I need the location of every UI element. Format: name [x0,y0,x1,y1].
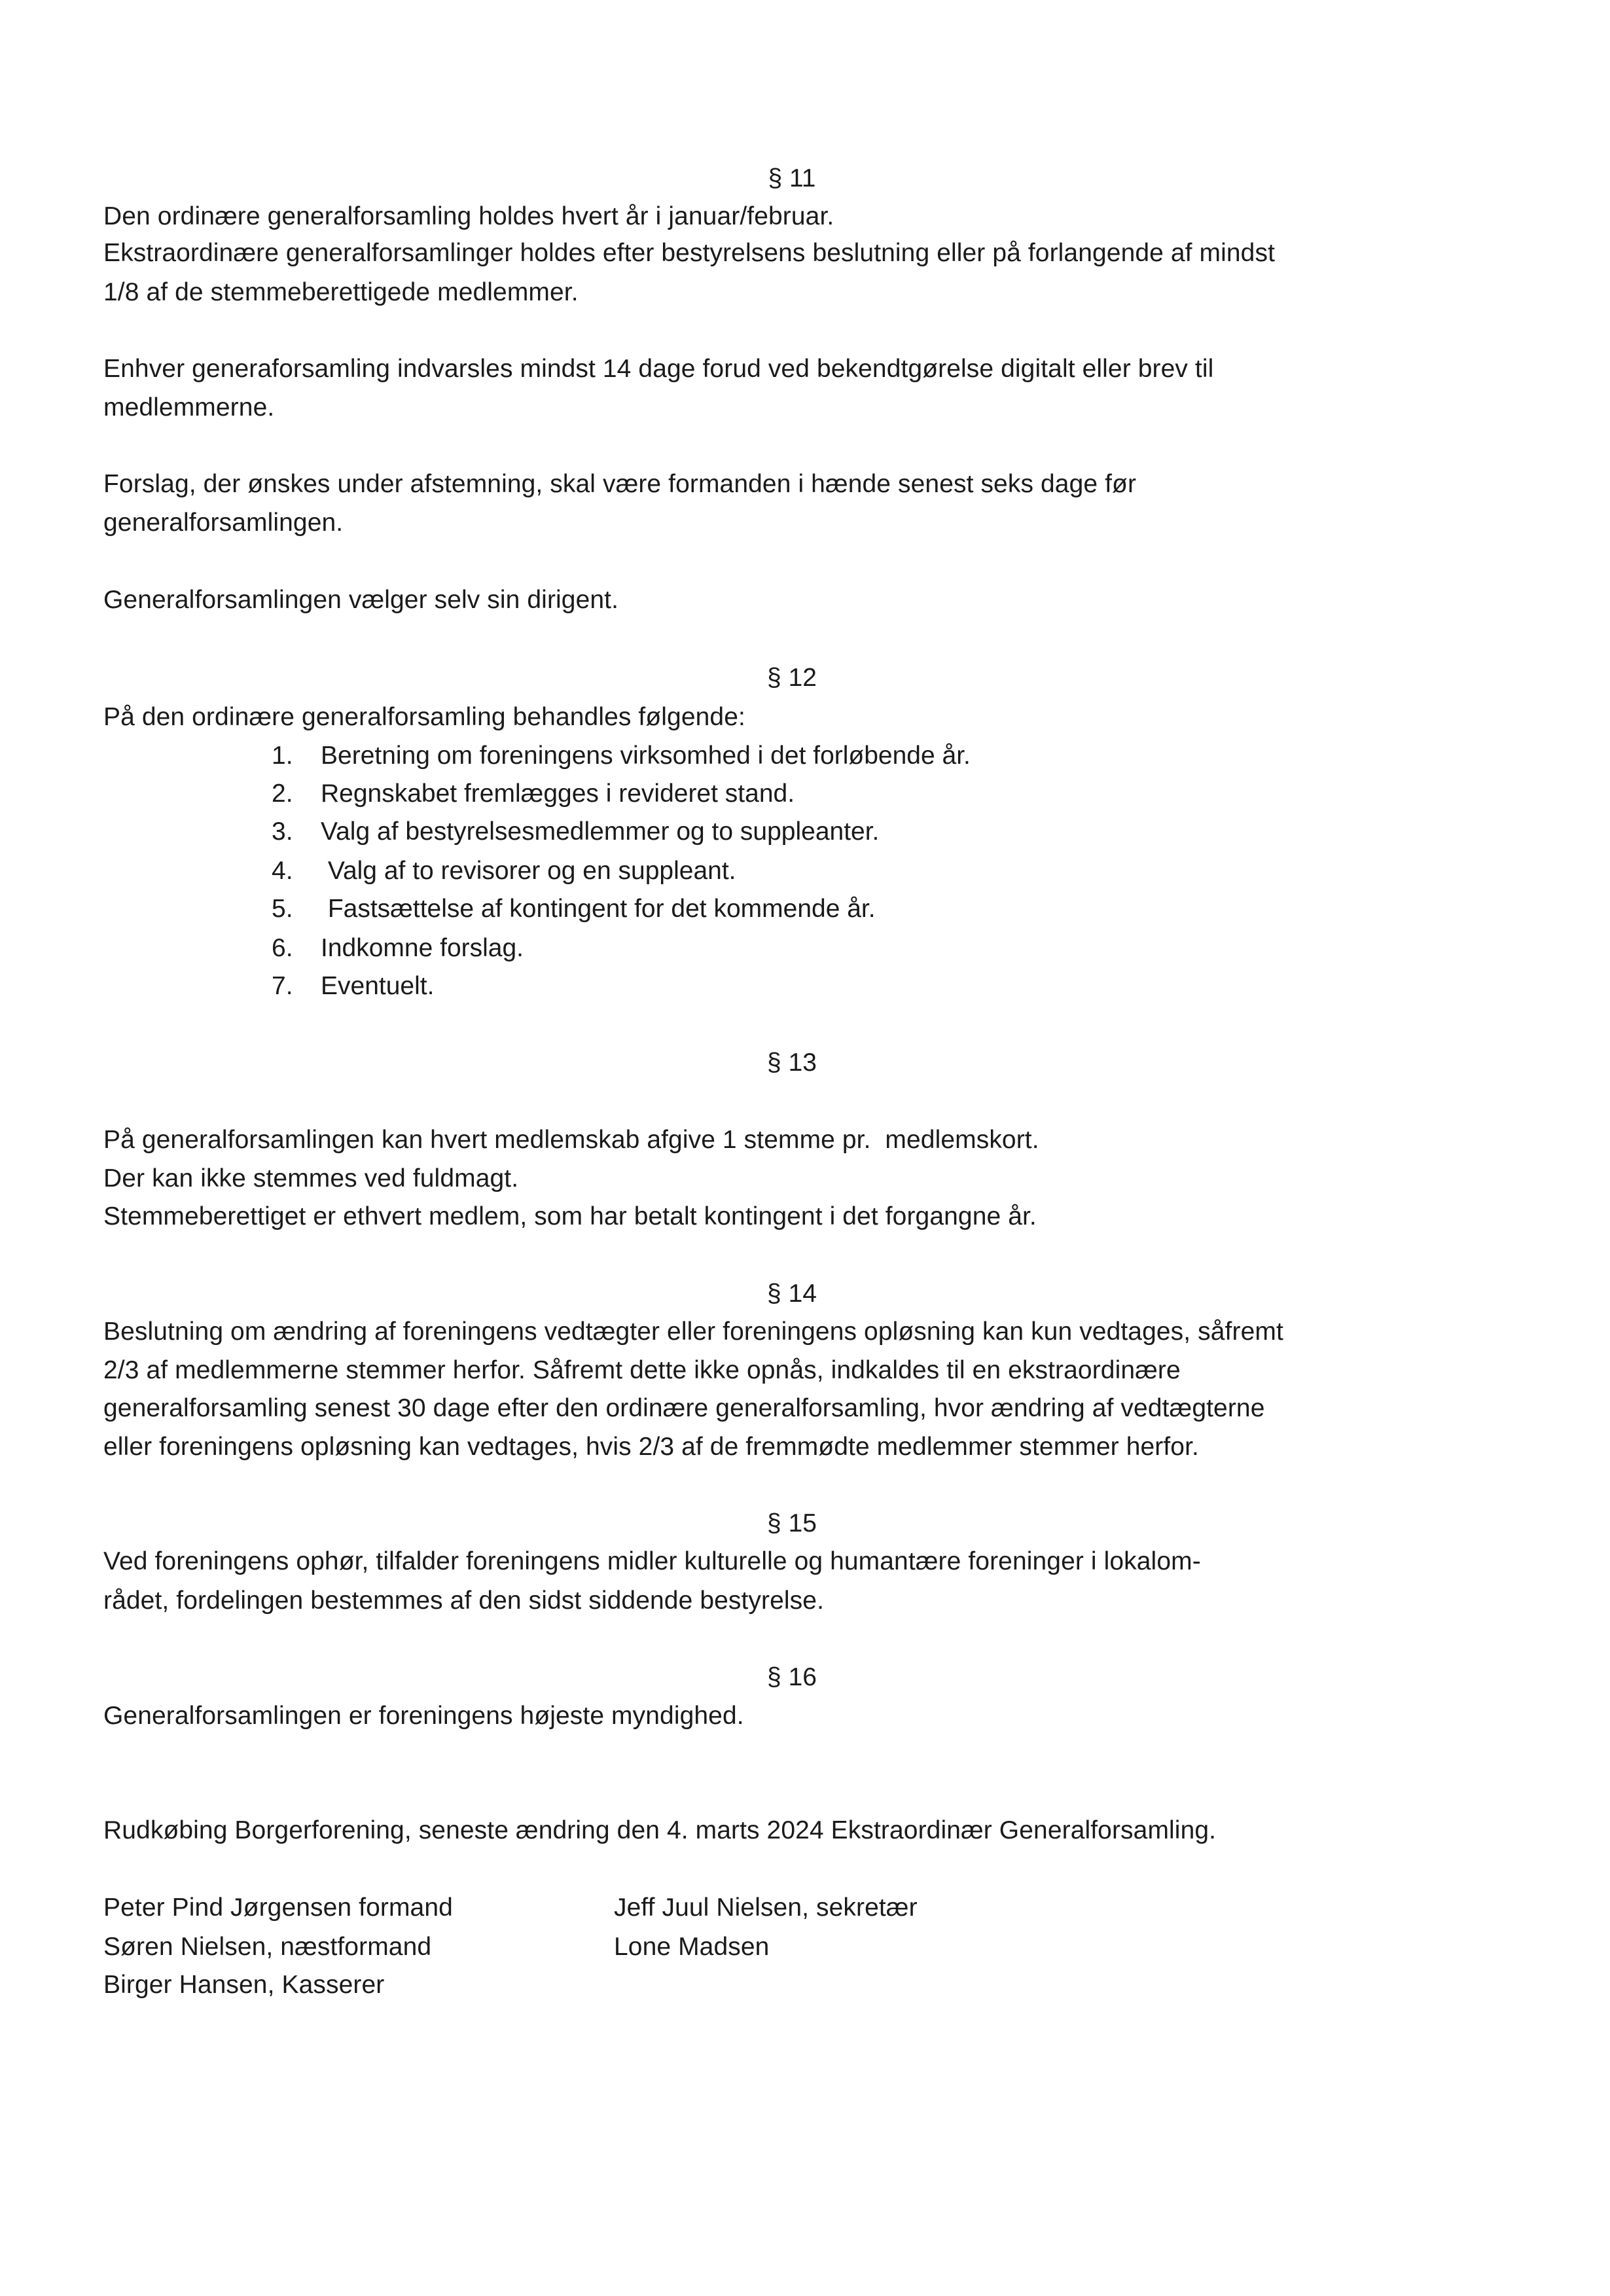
list-number: 4. [272,857,293,885]
signatory-name: Lone Madsen [614,1933,770,1961]
agenda-list-item [272,775,795,813]
section-15-text: rådet, fordelingen bestemmes af den sidst siddende bestyrelse. [103,1587,824,1615]
section-11-text: medlemmerne. [103,393,275,422]
section-11-text: Generalforsamlingen vælger selv sin dirigent. [103,586,619,614]
signatory-name: Jeff Juul Nielsen, sekretær [614,1893,918,1922]
section-15-text: Ved foreningens ophør, tilfalder foreningens midler kulturelle og humantære foreninger i lokalom- [103,1547,1201,1575]
list-number: 1. [272,742,293,770]
section-16-heading: § 16 [767,1663,817,1691]
section-11-heading: § 11 [768,164,816,192]
list-number: 3. [272,817,293,846]
agenda-list-item [272,852,736,890]
section-15-heading: § 15 [767,1509,817,1537]
section-11-text: Den ordinære generalforsamling holdes hvert år i januar/februar. [103,202,834,230]
agenda-list-item [272,929,524,967]
section-11-text: Enhver generaforsamling indvarsles mindst 14 dage forud ved bekendtgørelse digitalt eller brev til [103,355,1214,383]
section-11-text: Forslag, der ønskes under afstemning, skal være formanden i hænde senest seks dage før [103,470,1137,498]
list-number: 2. [272,780,293,808]
list-text: Valg af to revisorer og en suppleant. [321,857,736,885]
section-14-heading: § 14 [767,1280,817,1308]
list-text: Eventuelt. [321,972,435,1000]
agenda-list-item [272,813,879,851]
list-text: Indkomne forslag. [321,934,524,962]
section-11-text: 1/8 af de stemmeberettigede medlemmer. [103,278,579,306]
section-13-text: Der kan ikke stemmes ved fuldmagt. [103,1164,519,1193]
section-11-text: generalforsamlingen. [103,509,344,537]
list-text: Beretning om foreningens virksomhed i det forløbende år. [321,742,971,770]
list-number: 6. [272,934,293,962]
agenda-list-item [272,967,434,1005]
section-13-heading: § 13 [767,1049,817,1077]
amendment-note: Rudkøbing Borgerforening, seneste ændring den 4. marts 2024 Ekstraordinær Generalforsamling. [103,1816,1217,1844]
section-11-text: Ekstraordinære generalforsamlinger holdes efter bestyrelsens beslutning eller på forlangende af mindst [103,239,1276,267]
section-14-text: 2/3 af medlemmerne stemmer herfor. Såfremt dette ikke opnås, indkaldes til en ekstraordinære [103,1356,1181,1384]
section-14-text: eller foreningens opløsning kan vedtages, hvis 2/3 af de fremmødte medlemmer stemmer herfor. [103,1433,1199,1461]
section-14-text: Beslutning om ændring af foreningens vedtægter eller foreningens opløsning kan kun vedtages, såfremt [103,1318,1283,1346]
signatory-name: Birger Hansen, Kasserer [103,1971,385,1999]
section-13-text: På generalforsamlingen kan hvert medlemskab afgive 1 stemme pr. medlemskort. [103,1126,1039,1154]
signatory-name: Søren Nielsen, næstformand [103,1933,432,1961]
list-text: Valg af bestyrelsesmedlemmer og to suppleanter. [321,817,880,846]
section-13-text: Stemmeberettiget er ethvert medlem, som har betalt kontingent i det forgangne år. [103,1202,1037,1230]
section-12-intro: På den ordinære generalforsamling behandles følgende: [103,703,745,731]
list-number: 5. [272,895,293,923]
list-text: Fastsættelse af kontingent for det kommende år. [321,895,876,923]
agenda-list-item [272,737,971,775]
signatory-name: Peter Pind Jørgensen formand [103,1893,453,1922]
section-16-text: Generalforsamlingen er foreningens højeste myndighed. [103,1702,744,1730]
section-14-text: generalforsamling senest 30 dage efter den ordinære generalforsamling, hvor ændring af vedtægterne [103,1394,1265,1422]
agenda-list-item [272,890,876,928]
list-text: Regnskabet fremlægges i revideret stand. [321,780,795,808]
list-number: 7. [272,972,293,1000]
section-12-heading: § 12 [767,664,817,692]
